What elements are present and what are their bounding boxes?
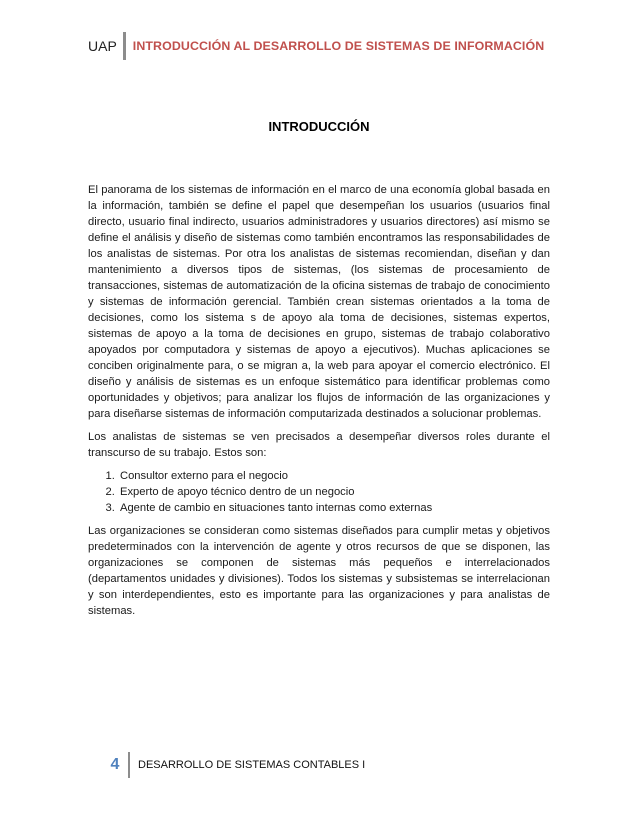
document-heading: INTRODUCCIÓN [268, 119, 370, 134]
header-divider [123, 32, 126, 60]
page-header [88, 32, 544, 60]
list-item: 3. Agente de cambio en situaciones tanto internas como externas [118, 500, 550, 516]
header-title: INTRODUCCIÓN AL DESARROLLO DE SISTEMAS DE INFORMACIÓN [132, 39, 545, 53]
list-item: 1. Consultor externo para el negocio [118, 468, 550, 484]
header-abbreviation: UAP [88, 38, 117, 54]
closing-paragraph: Las organizaciones se consideran como sistemas diseñados para cumplir metas y objetivos predeterminados con la intervención de agente y otros recursos de que se disponen, las organizaciones se componen de sistemas más pequeños e interrelacionados (departamentos unidades y divisiones). Todos los sistemas y subsistemas se interrelacionan y son interdependientes, esto es importante para las organizaciones y para analistas de sistemas. [88, 525, 550, 617]
page-footer [106, 752, 365, 778]
roles-intro-paragraph: Los analistas de sistemas se ven precisados a desempeñar diversos roles durante el transcurso de su trabajo. Estos son: [88, 431, 550, 459]
footer-divider [128, 752, 130, 778]
page-number: 4 [110, 756, 120, 773]
document-body [88, 182, 550, 626]
list-item: 2. Experto de apoyo técnico dentro de un negocio [118, 484, 550, 500]
intro-paragraph: El panorama de los sistemas de información en el marco de una economía global basada en la información, también se define el papel que desempeñan los usuarios (usuarios final directo, usuario final indirecto, usuarios administradores y usuarios directores) así mismo se define el análisis y diseño de sistemas como también encontramos las responsabilidades de los analistas de sistemas. Por otra los analistas de sistemas recomiendan, diseñan y dan mantenimiento a diversos tipos de sistemas, (los sistemas de procesamiento de transacciones, sistemas de automatización de la oficina sistemas de trabajo de conocimiento y sistemas de información gerencial. También crean sistemas orientados a la toma de decisiones, como los sistema s de apoyo ala toma de decisiones, sistemas expertos, sistemas de apoyo a la toma de decisiones en grupo, sistemas de trabajo colaborativo apoyados por computadora y sistemas de apoyo a ejecutivos). Muchas aplicaciones se conciben originalmente para, o se migran a, la web para apoyar el comercio electrónico. El diseño y análisis de sistemas es un enfoque sistemático para identificar problemas como oportunidades y objetivos; para analizar los flujos de información de las organizaciones y para diseñarse sistemas de información computarizada destinados a solucionar problemas. [88, 184, 550, 420]
roles-list [88, 468, 550, 516]
footer-title: DESARROLLO DE SISTEMAS CONTABLES I [138, 759, 366, 771]
